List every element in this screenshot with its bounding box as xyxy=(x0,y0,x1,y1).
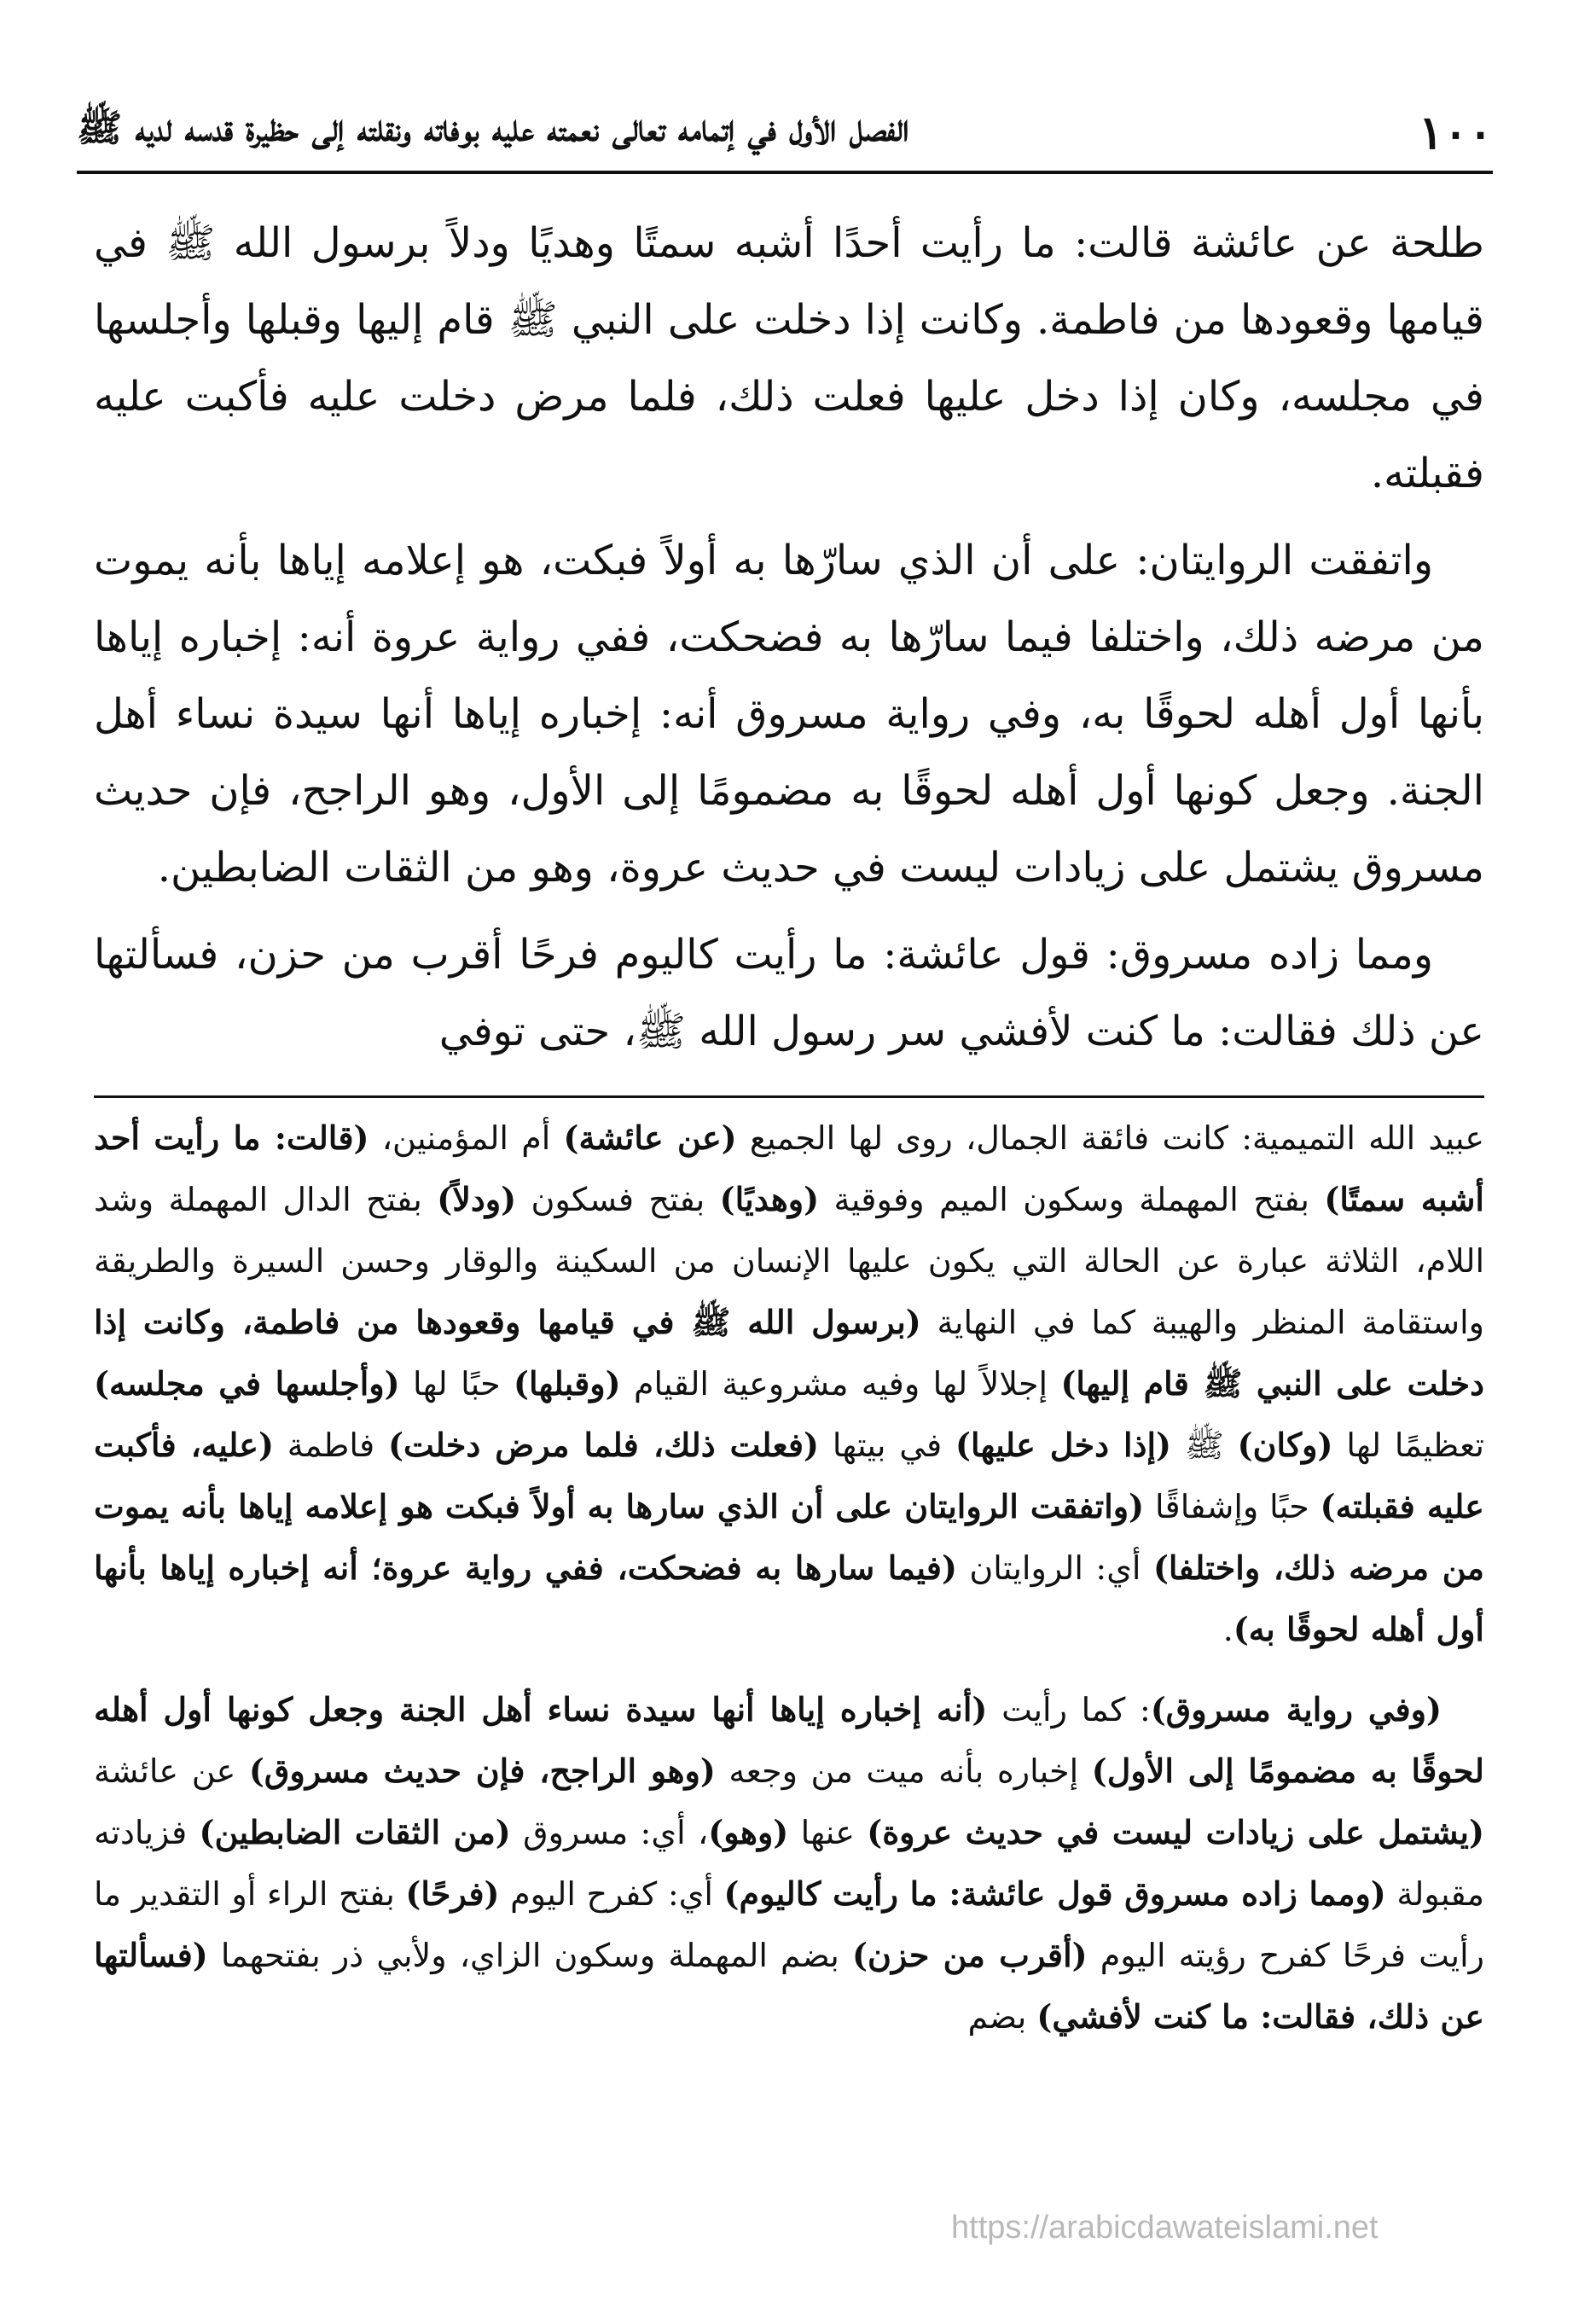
commentary-quote: (قالت: ما رأيت أحد أشبه سمتًا) xyxy=(94,1118,1484,1218)
commentary-text-run: أي: كفرح اليوم xyxy=(499,1875,724,1913)
commentary-paragraph-2 xyxy=(94,1679,1484,2048)
watermark-url: https://arabicdawateislami.net xyxy=(951,2210,1379,2246)
commentary-quote: (واتفقت الروايتان على أن الذي سارها به أولاً فبكت هو إعلامه إياها بأنه يموت من مرضه ذلك، واختلفا) xyxy=(94,1487,1484,1587)
commentary-quote: (عليه، فأكبت عليه فقبلته) xyxy=(94,1426,1484,1525)
commentary-quote: (أنه إخباره إياها أنها سيدة نساء أهل الجنة وجعل كونها أول أهله لحوقًا به مضمومًا إلى الأول) xyxy=(94,1690,1484,1790)
commentary-quote: (أقرب من حزن) xyxy=(851,1936,1088,1974)
commentary-quote: (وهو) xyxy=(708,1813,789,1851)
commentary-text-run: بفتح المهملة وسكون الميم وفوقية xyxy=(819,1181,1325,1218)
commentary-quote: (ودلاً) xyxy=(437,1180,517,1218)
commentary-text-run: بفتح الراء أو التقدير ما رأيت فرحًا كفرح رؤيته اليوم xyxy=(94,1875,1484,1974)
commentary-quote: (وقبلها) xyxy=(514,1364,621,1403)
commentary-text-run: : كما رأيت xyxy=(987,1691,1151,1728)
page-number: ١٠٠ xyxy=(1418,105,1493,160)
commentary-text xyxy=(94,1107,1484,2066)
commentary-text-run: حبًا لها xyxy=(399,1365,514,1403)
commentary-quote: (فرحًا) xyxy=(405,1874,500,1913)
commentary-quote: (برسول الله ﷺ في قيامها وقعودها من فاطمة، وكانت إذا دخلت على النبي ﷺ قام إليها) xyxy=(94,1303,1484,1403)
commentary-text-run: في بيتها xyxy=(819,1426,955,1464)
commentary-text-run: فزيادته مقبولة xyxy=(94,1814,1485,1913)
commentary-text-run: عبيد الله التميمية: كانت فائقة الجمال، روى لها الجميع xyxy=(736,1119,1484,1157)
commentary-text-run: أي: الروايتان xyxy=(956,1549,1153,1587)
commentary-text-run: عن عائشة xyxy=(94,1752,249,1790)
commentary-quote: (يشتمل على زيادات ليست في حديث عروة) xyxy=(867,1813,1484,1851)
commentary-text-run: أم المؤمنين، xyxy=(369,1119,564,1157)
main-paragraph-1: طلحة عن عائشة قالت: ما رأيت أحدًا أشبه سمتًا وهديًا ودلاً برسول الله ﷺ في قيامها وقعودها من فاطمة. وكانت إذا دخلت على النبي ﷺ قام إليها وقبلها وأجلسها في مجلسه، وكان إذا دخل عليها فعلت ذلك، فلما مرض دخلت عليه فأكبت عليه فقبلته. xyxy=(94,219,1484,497)
commentary-text-run: ﷺ xyxy=(1171,1426,1238,1464)
page-header xyxy=(77,94,1493,174)
commentary-quote: (ومما زاده مسروق قول عائشة: ما رأيت كاليوم) xyxy=(723,1874,1386,1913)
commentary-quote: (فعلت ذلك، فلما مرض دخلت) xyxy=(387,1426,819,1464)
commentary-text-run: . xyxy=(1222,1611,1233,1648)
commentary-paragraph-1 xyxy=(94,1107,1484,1660)
running-title: الفصل الأول في إتمامه تعالى نعمته عليه بوفاته ونقلته إلى حظيرة قدسه لديه ﷺ xyxy=(77,107,909,150)
commentary-quote: (عن عائشة) xyxy=(563,1118,737,1157)
commentary-separator xyxy=(94,1095,1484,1098)
commentary-text-run: فاطمة xyxy=(273,1426,388,1464)
commentary-text-run: بفتح الدال المهملة وشد اللام، الثلاثة عبارة عن الحالة التي يكون عليها الإنسان من السكينة والوقار وحسن السيرة والطريقة واستقامة المنظر والهيبة كما في النهاية xyxy=(94,1181,1484,1341)
commentary-quote: (فسألتها عن ذلك، فقالت: ما كنت لأفشي) xyxy=(94,1936,1484,2036)
commentary-text-run: ، أي: مسروق xyxy=(510,1814,709,1851)
commentary-quote: (من الثقات الضابطين) xyxy=(199,1813,511,1851)
main-paragraph-3: ومما زاده مسروق: قول عائشة: ما رأيت كاليوم فرحًا أقرب من حزن، فسألتها عن ذلك فقالت: ما كنت لأفشي سر رسول الله ﷺ، حتى توفي xyxy=(94,931,1484,1055)
commentary-quote: (وهو الراجح، فإن حديث مسروق) xyxy=(248,1752,716,1790)
commentary-quote: (وكان) xyxy=(1237,1426,1333,1464)
commentary-quote: (فيما سارها به فضحكت، ففي رواية عروة؛ أنه إخباره إياها بأنها أول أهله لحوقًا به) xyxy=(94,1548,1484,1648)
commentary-quote: (إذا دخل عليها) xyxy=(955,1426,1172,1464)
main-paragraph-2: واتفقت الروايتان: على أن الذي سارّها به أولاً فبكت، هو إعلامه إياها بأنه يموت من مرضه ذلك، واختلفا فيما سارّها به فضحكت، ففي رواية عروة أنه: إخباره إياها بأنها أول أهله لحوقًا به، وفي رواية مسروق أنه: إخباره إياها أنها سيدة نساء أهل الجنة. وجعل كونها أول أهله لحوقًا به مضمومًا إلى الأول، وهو الراجح، فإن حديث مسروق يشتمل على زيادات ليست في حديث عروة، وهو من الثقات الضابطين. xyxy=(94,537,1485,892)
commentary-text-run: بضم المهملة وسكون الزاي، ولأبي ذر بفتحهما xyxy=(207,1937,852,1974)
commentary-text-run: بضم xyxy=(967,1998,1037,2036)
commentary-text-run: بفتح فسكون xyxy=(516,1181,720,1218)
commentary-text-run: عنها xyxy=(788,1814,868,1851)
commentary-text-run: إجلالاً لها وفيه مشروعية القيام xyxy=(620,1365,1061,1403)
commentary-quote: (وفي رواية مسروق) xyxy=(1150,1690,1442,1728)
commentary-quote: (وأجلسها في مجلسه) xyxy=(94,1364,400,1403)
commentary-text-run: حبًا وإشفاقًا xyxy=(1144,1488,1321,1525)
main-text xyxy=(94,205,1484,1080)
commentary-quote: (وهديًا) xyxy=(719,1180,820,1218)
commentary-text-run: إخباره بأنه ميت من وجعه xyxy=(715,1752,1092,1790)
commentary-text-run: تعظيمًا لها xyxy=(1332,1426,1484,1464)
